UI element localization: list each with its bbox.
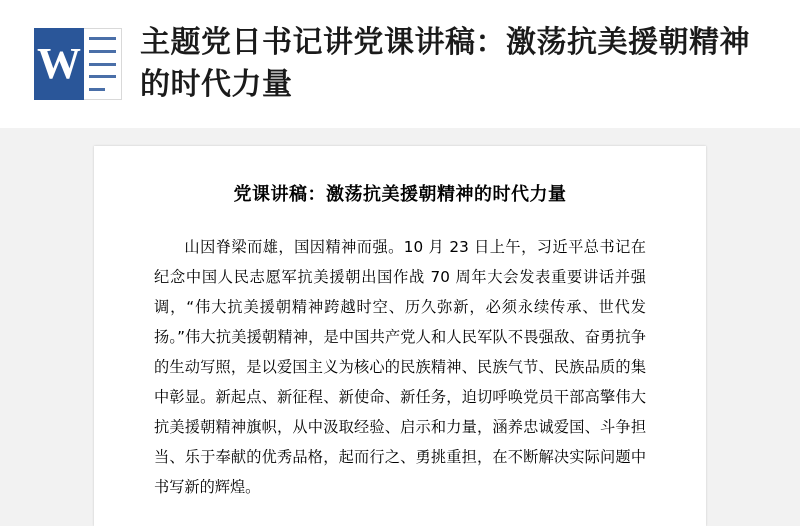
word-icon-line <box>89 88 105 91</box>
word-icon-line <box>89 37 116 40</box>
document-paragraph: 山因脊梁而雄，国因精神而强。10 月 23 日上午，习近平总书记在纪念中国人民志愿军抗美援朝出国作战 70 周年大会发表重要讲话并强调，“伟大抗美援朝精神跨越时空、历久弥新，必须永续传承、世代发扬。”伟大抗美援朝精神，是中国共产党人和人民军队不畏强敌、奋勇抗争的生动写照，是以爱国主义为核心的民族精神、民族气节、民族品质的集中彰显。新起点、新征程、新使命、新任务，迫切呼唤党员干部高擎伟大抗美援朝精神旗帜，从中汲取经验、启示和力量，涵养忠诚爱国、斗争担当、乐于奉献的优秀品格，起而行之、勇挑重担，在不断解决实际问题中书写新的辉煌。 <box>154 238 646 496</box>
document-sheet <box>94 146 706 526</box>
word-icon-letter: W <box>34 28 84 100</box>
preview-header <box>0 0 800 128</box>
word-icon-line <box>89 75 116 78</box>
document-body <box>154 232 646 502</box>
word-icon-line <box>89 63 116 66</box>
document-heading: 党课讲稿：激荡抗美援朝精神的时代力量 <box>233 184 567 205</box>
page-title: 主题党日书记讲党课讲稿：激荡抗美援朝精神的时代力量 <box>140 25 750 102</box>
word-icon-lines <box>84 28 122 100</box>
word-document-icon <box>34 28 122 100</box>
title-wrap <box>140 22 760 106</box>
word-icon-line <box>89 50 116 53</box>
